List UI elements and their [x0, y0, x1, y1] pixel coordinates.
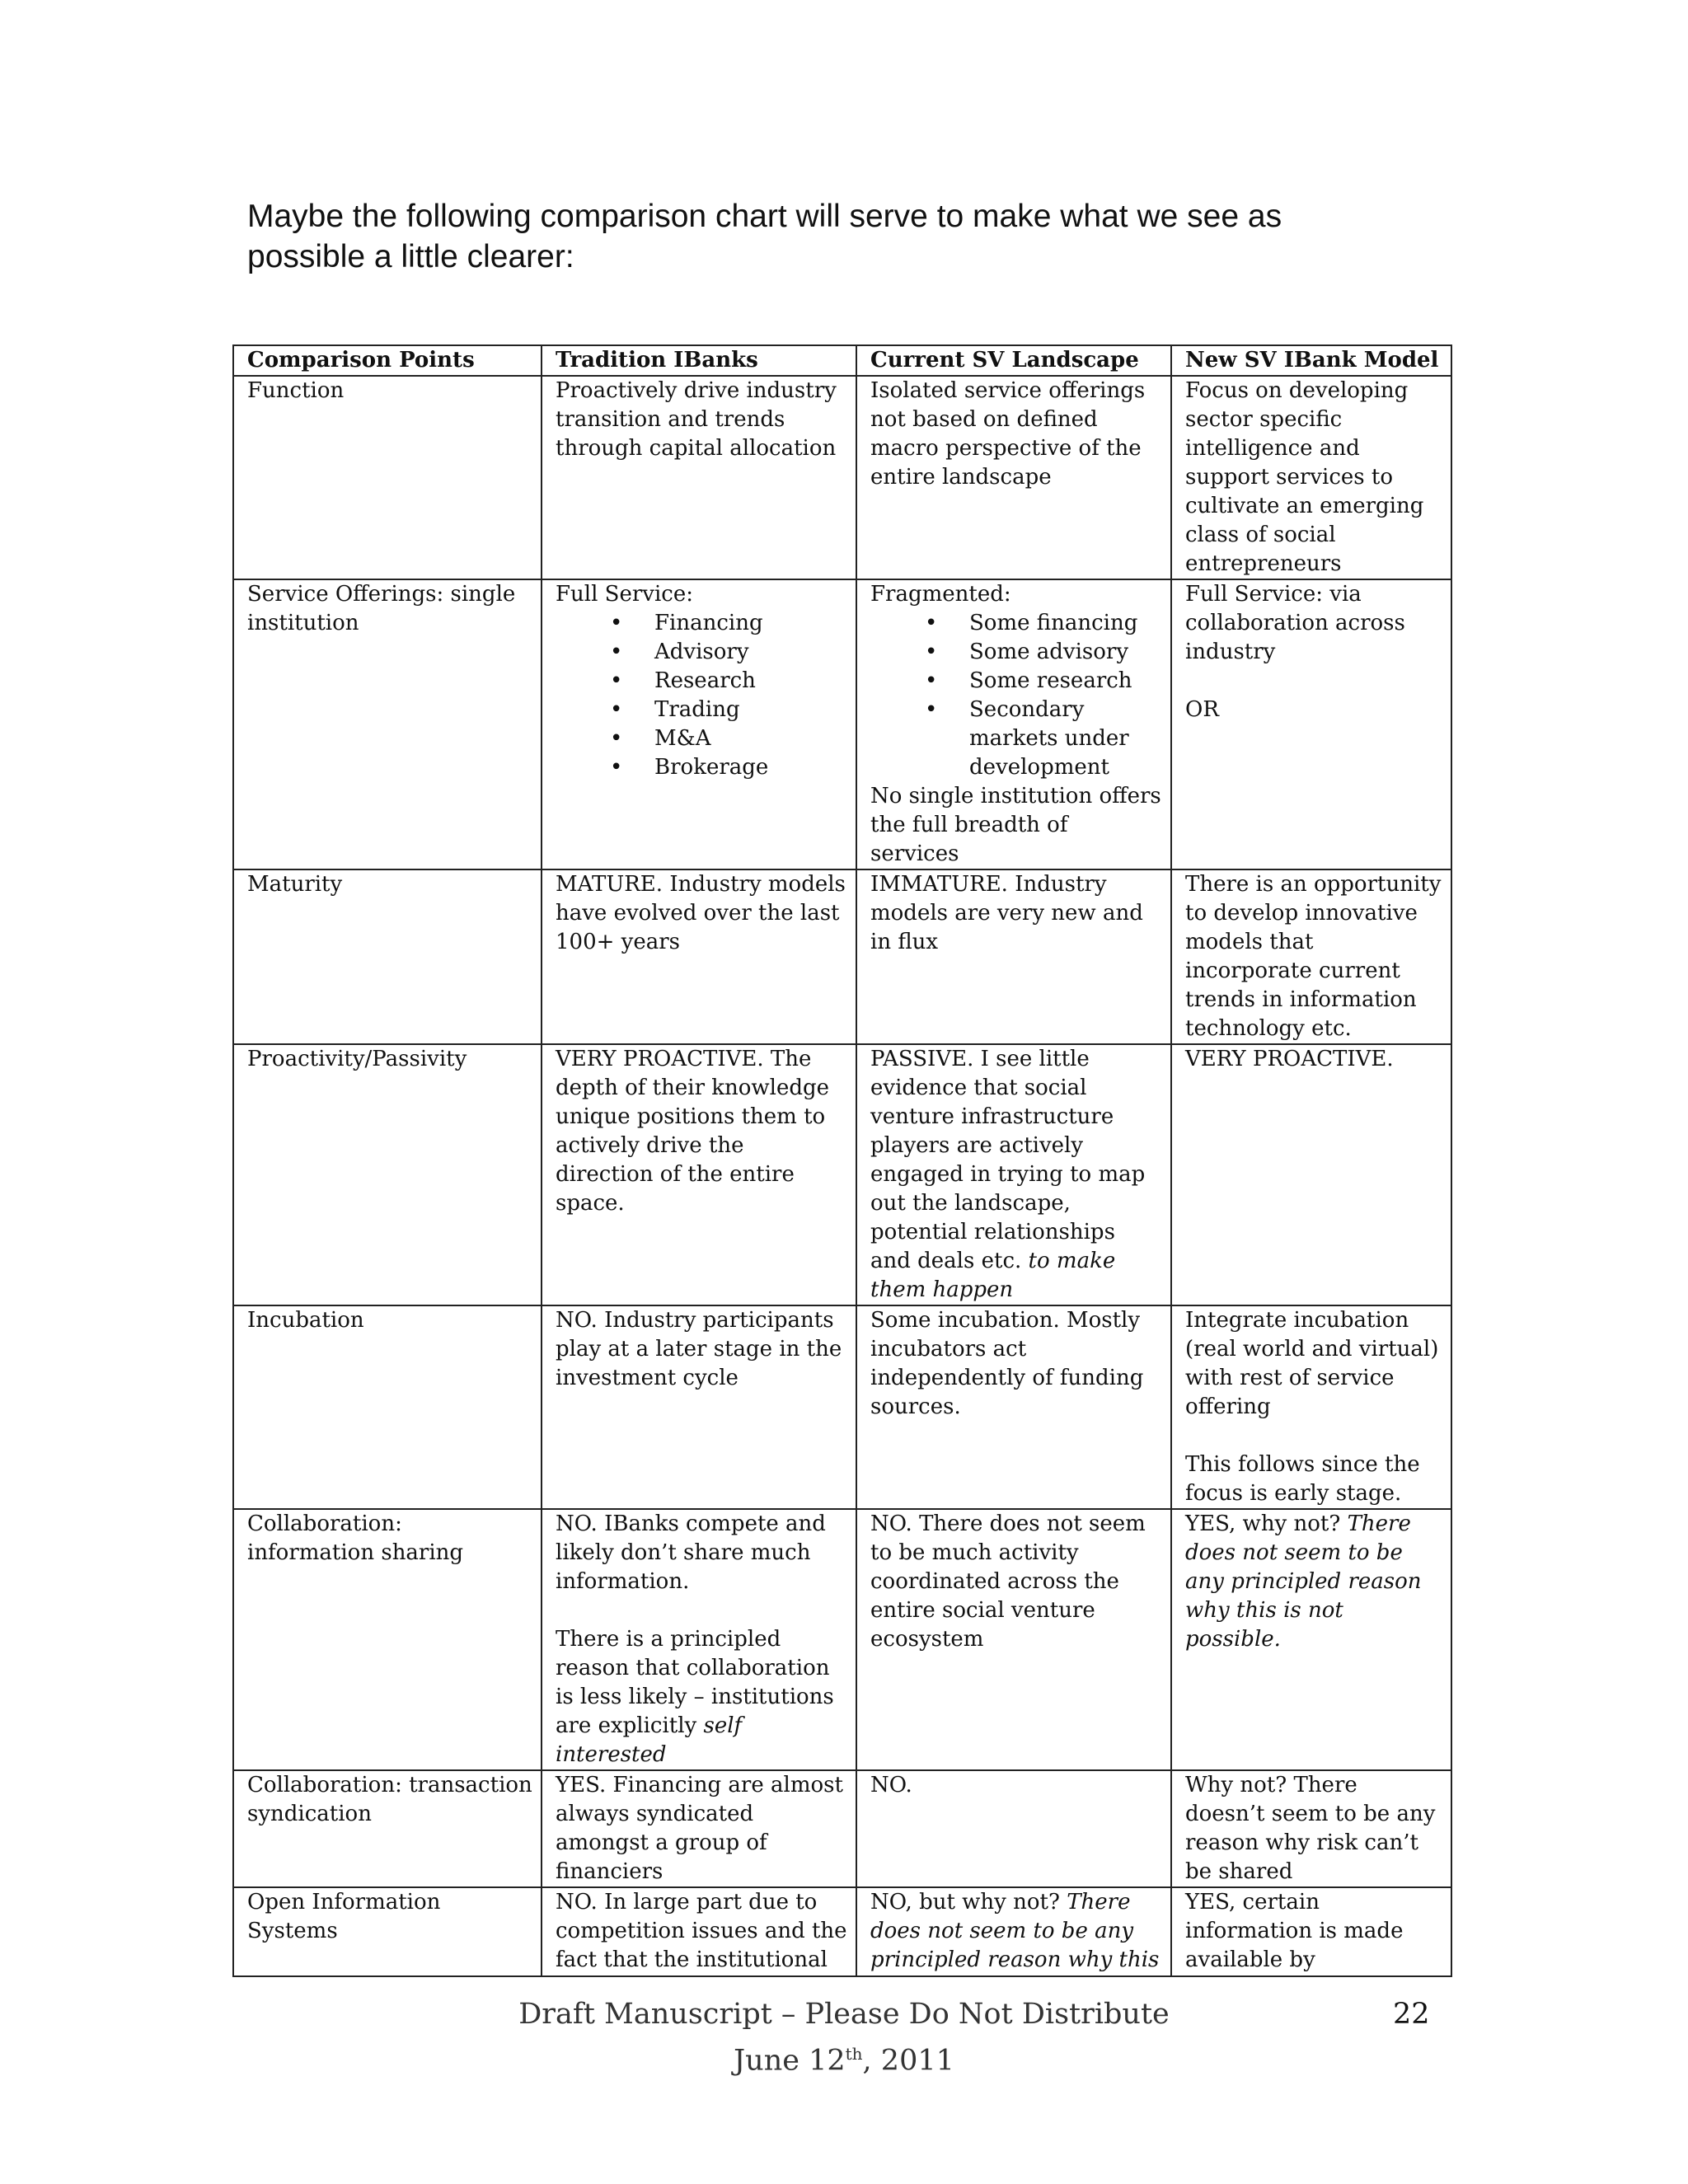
header-current-sv-landscape: Current SV Landscape — [856, 345, 1171, 376]
incubation-new-p2: This follows since the focus is early stage. — [1185, 1452, 1420, 1506]
page-number: 22 — [1393, 1998, 1430, 2031]
comparison-table — [232, 344, 1452, 1977]
service-new-p2: OR — [1185, 697, 1219, 722]
list-item: • Some financing — [969, 609, 1162, 638]
cell-maturity-new: There is an opportunity to develop innovative models that incorporate current trends in information technology etc. — [1171, 869, 1451, 1044]
collab-info-new-text: YES, why not? — [1185, 1511, 1348, 1536]
header-comparison-points: Comparison Points — [233, 345, 542, 376]
header-tradition-ibanks: Tradition IBanks — [542, 345, 856, 376]
collab-info-new-italic: There does not seem to be any principled reason why this is not possible. — [1185, 1511, 1422, 1652]
row-label-service-offerings: Service Offerings: single institution — [233, 579, 542, 869]
collab-info-trad-p2-text: There is a principled reason that collaboration is less likely – institutions are explicitly — [556, 1627, 834, 1738]
list-item: • Financing — [654, 609, 847, 638]
service-current-intro: Fragmented: — [870, 582, 1011, 607]
cell-function-trad: Proactively drive industry transition and trends through capital allocation — [542, 376, 856, 579]
list-item: • M&A — [654, 724, 847, 753]
cell-service-current — [856, 579, 1171, 869]
open-info-current-italic: There does not seem to be any principled reason why this — [870, 1890, 1160, 1972]
service-new-p1: Full Service: via collaboration across industry — [1185, 582, 1405, 664]
table-row-collab-transaction — [233, 1770, 1451, 1887]
row-label-open-info: Open Information Systems — [233, 1887, 542, 1976]
paragraph-spacer — [1185, 667, 1442, 696]
cell-collab-tx-trad: YES. Financing are almost always syndicated amongst a group of financiers — [542, 1770, 856, 1887]
table-header-row — [233, 345, 1451, 376]
cell-collab-info-current: NO. There does not seem to be much activity coordinated across the entire social venture ecosystem — [856, 1509, 1171, 1770]
paragraph-spacer — [556, 1596, 847, 1625]
list-item: • Brokerage — [654, 753, 847, 782]
cell-open-info-new: YES, certain information is made available by — [1171, 1887, 1451, 1976]
list-item: • Trading — [654, 696, 847, 724]
intro-paragraph — [247, 196, 1484, 277]
footer-line-1: Draft Manuscript – Please Do Not Distribute — [518, 1998, 1170, 2031]
cell-collab-info-new — [1171, 1509, 1451, 1770]
cell-open-info-current — [856, 1887, 1171, 1976]
intro-line-1: Maybe the following comparison chart will serve to make what we see as — [247, 199, 1282, 234]
cell-incubation-new — [1171, 1305, 1451, 1509]
cell-maturity-trad: MATURE. Industry models have evolved over the last 100+ years — [542, 869, 856, 1044]
table-row-maturity — [233, 869, 1451, 1044]
cell-maturity-current: IMMATURE. Industry models are very new and in flux — [856, 869, 1171, 1044]
list-item: • Secondary markets under development — [969, 696, 1162, 782]
row-label-collab-info: Collaboration: information sharing — [233, 1509, 542, 1770]
table-row-open-info — [233, 1887, 1451, 1976]
page-footer — [0, 1994, 1688, 2081]
paragraph-spacer — [1185, 1422, 1442, 1451]
service-trad-list — [556, 609, 847, 782]
row-label-collab-transaction: Collaboration: transaction syndication — [233, 1770, 542, 1887]
table-row-service-offerings — [233, 579, 1451, 869]
row-label-incubation: Incubation — [233, 1305, 542, 1509]
cell-collab-tx-new: Why not? There doesn’t seem to be any reason why risk can’t be shared — [1171, 1770, 1451, 1887]
footer-date-sup: th — [845, 2044, 863, 2064]
header-new-sv-ibank-model: New SV IBank Model — [1171, 345, 1451, 376]
proactivity-current-text: PASSIVE. I see little evidence that social venture infrastructure players are actively engaged in trying to map out the landscape, potential relationships and deals etc. — [870, 1047, 1146, 1273]
footer-line-2 — [0, 2034, 1688, 2081]
incubation-new-p1: Integrate incubation (real world and virtual) with rest of service offering — [1185, 1308, 1439, 1419]
table-row-incubation — [233, 1305, 1451, 1509]
row-label-function: Function — [233, 376, 542, 579]
row-label-proactivity: Proactivity/Passivity — [233, 1044, 542, 1305]
cell-proactivity-trad: VERY PROACTIVE. The depth of their knowledge unique positions them to actively drive the direction of the entire space. — [542, 1044, 856, 1305]
intro-line-2: possible a little clearer: — [247, 239, 574, 274]
cell-incubation-trad: NO. Industry participants play at a later stage in the investment cycle — [542, 1305, 856, 1509]
cell-collab-info-trad — [542, 1509, 856, 1770]
cell-function-current: Isolated service offerings not based on defined macro perspective of the entire landscape — [856, 376, 1171, 579]
open-info-current-text: NO, but why not? — [870, 1890, 1067, 1915]
list-item: • Some research — [969, 667, 1162, 696]
service-current-outro: No single institution offers the full breadth of services — [870, 784, 1161, 866]
table-row-function — [233, 376, 1451, 579]
footer-date-pre: June 12 — [734, 2044, 846, 2078]
service-current-list — [870, 609, 1162, 782]
collab-info-trad-p2-italic: self interested — [556, 1713, 743, 1767]
cell-collab-tx-current: NO. — [856, 1770, 1171, 1887]
footer-date-post: , 2011 — [862, 2044, 954, 2078]
cell-incubation-current: Some incubation. Mostly incubators act independently of funding sources. — [856, 1305, 1171, 1509]
list-item: • Research — [654, 667, 847, 696]
service-trad-intro: Full Service: — [556, 582, 694, 607]
table-row-proactivity — [233, 1044, 1451, 1305]
table-row-collab-info — [233, 1509, 1451, 1770]
cell-service-new — [1171, 579, 1451, 869]
cell-proactivity-current — [856, 1044, 1171, 1305]
cell-service-trad — [542, 579, 856, 869]
row-label-maturity: Maturity — [233, 869, 542, 1044]
collab-info-trad-p1: NO. IBanks compete and likely don’t share much information. — [556, 1511, 826, 1594]
list-item: • Advisory — [654, 638, 847, 667]
list-item: • Some advisory — [969, 638, 1162, 667]
collab-info-trad-p2 — [556, 1625, 847, 1769]
cell-proactivity-new: VERY PROACTIVE. — [1171, 1044, 1451, 1305]
proactivity-current-italic: to make them happen — [870, 1249, 1116, 1302]
cell-function-new: Focus on developing sector specific intelligence and support services to cultivate an emerging class of social entrepreneurs — [1171, 376, 1451, 579]
cell-open-info-trad: NO. In large part due to competition issues and the fact that the institutional — [542, 1887, 856, 1976]
